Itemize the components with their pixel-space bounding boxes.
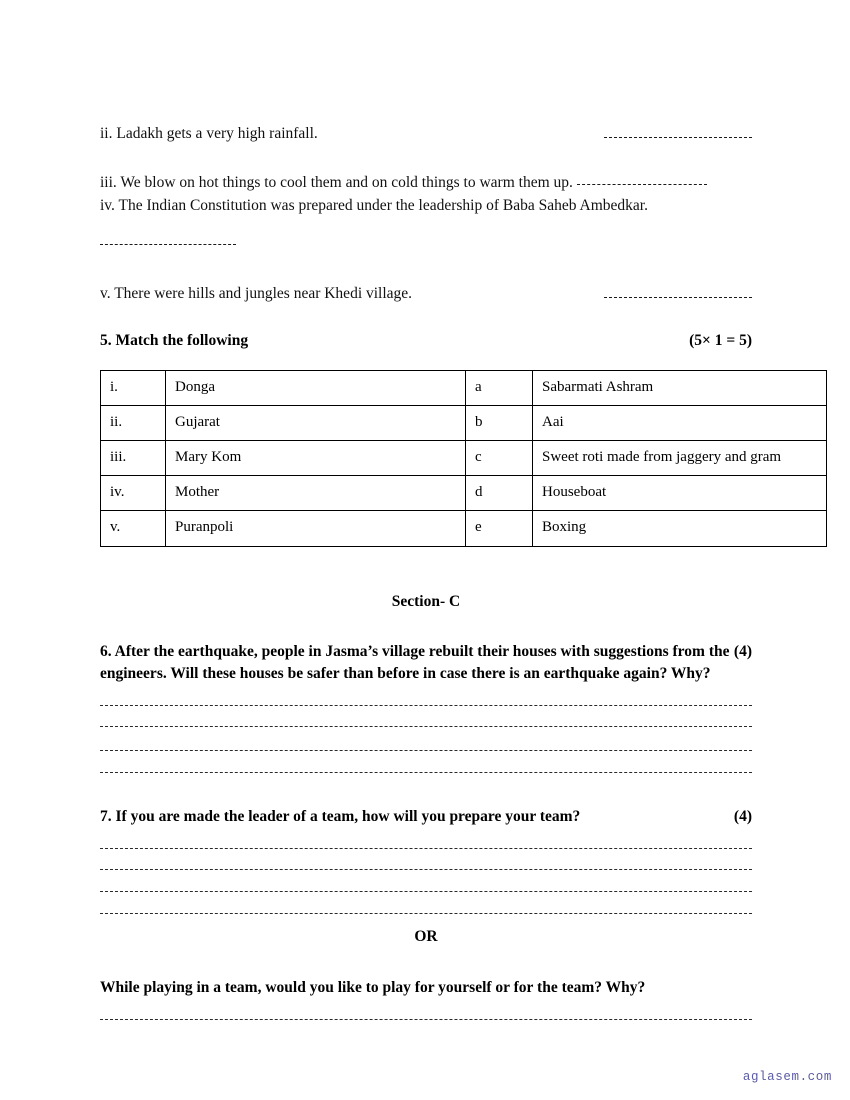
table-row (101, 440, 827, 475)
row-left-item: Puranpoli (166, 511, 466, 546)
table-row (101, 405, 827, 440)
table-row (101, 476, 827, 511)
question-7-alternative: While playing in a team, would you like to play for yourself or for the team? Why? (100, 978, 646, 996)
question-5-marks: (5× 1 = 5) (689, 331, 752, 349)
row-left-item: Mary Kom (166, 440, 466, 475)
answer-line[interactable] (100, 848, 752, 849)
fill-in-item-v-blank[interactable] (604, 297, 752, 298)
question-6 (100, 641, 752, 686)
row-number: iii. (101, 440, 166, 475)
row-number: v. (101, 511, 166, 546)
row-right-item: Sweet roti made from jaggery and gram (533, 440, 827, 475)
question-5-title: 5. Match the following (100, 331, 249, 349)
question-5-heading (100, 332, 752, 350)
row-right-item: Houseboat (533, 476, 827, 511)
fill-in-item-iii (100, 173, 752, 194)
fill-in-item-iv (100, 196, 752, 217)
answer-line[interactable] (100, 891, 752, 892)
row-right-item: Boxing (533, 511, 827, 546)
question-6-text: 6. After the earthquake, people in Jasma’s village rebuilt their houses with suggestions from the engineers. Will these houses be safer than before in case there is an earthquake again? Why? (100, 642, 730, 683)
row-right-item: Aai (533, 405, 827, 440)
document-content (100, 0, 782, 1020)
question-7-answer-lines (100, 848, 752, 914)
row-right-item: Sabarmati Ashram (533, 370, 827, 405)
question-7-marks: (4) (733, 808, 752, 826)
table-row (101, 511, 827, 546)
answer-line[interactable] (100, 750, 752, 751)
fill-in-item-v (100, 284, 752, 305)
row-letter: e (466, 511, 533, 546)
question-7-text: 7. If you are made the leader of a team, how will you prepare your team? (100, 808, 581, 826)
fill-in-item-iv-text: iv. The Indian Constitution was prepared under the leadership of Baba Saheb Ambedkar. (100, 196, 648, 214)
match-the-following-table (100, 370, 827, 547)
row-left-item: Mother (166, 476, 466, 511)
row-number: i. (101, 370, 166, 405)
fill-in-item-v-text: v. There were hills and jungles near Khedi village. (100, 284, 413, 302)
fill-in-item-iv-blank[interactable] (100, 244, 236, 245)
fill-in-item-iii-text: iii. We blow on hot things to cool them and on cold things to warm them up. (100, 173, 573, 191)
row-left-item: Gujarat (166, 405, 466, 440)
row-left-item: Donga (166, 370, 466, 405)
answer-line[interactable] (100, 772, 752, 773)
answer-line[interactable] (100, 726, 752, 727)
row-letter: c (466, 440, 533, 475)
row-letter: b (466, 405, 533, 440)
answer-line[interactable] (100, 705, 752, 706)
fill-in-item-ii-text: ii. Ladakh gets a very high rainfall. (100, 125, 318, 142)
watermark-aglasem: aglasem.com (742, 1070, 832, 1084)
answer-line[interactable] (100, 913, 752, 914)
question-6-answer-lines (100, 705, 752, 773)
row-letter: d (466, 476, 533, 511)
fill-in-item-iv-blank-row (100, 233, 752, 254)
row-letter: a (466, 370, 533, 405)
or-separator: OR (414, 927, 438, 945)
fill-in-item-ii (100, 124, 752, 145)
row-number: iv. (101, 476, 166, 511)
question-6-marks: (4) (733, 642, 752, 660)
table-row (101, 370, 827, 405)
question-7 (100, 806, 752, 828)
fill-in-item-ii-blank[interactable] (604, 137, 752, 138)
question-7-alternative-answer-lines (100, 1019, 752, 1020)
match-table-body (101, 370, 827, 546)
fill-in-item-iii-blank[interactable] (577, 184, 707, 185)
section-c-heading: Section- C (391, 592, 461, 610)
row-number: ii. (101, 405, 166, 440)
answer-line[interactable] (100, 1019, 752, 1020)
answer-line[interactable] (100, 869, 752, 870)
